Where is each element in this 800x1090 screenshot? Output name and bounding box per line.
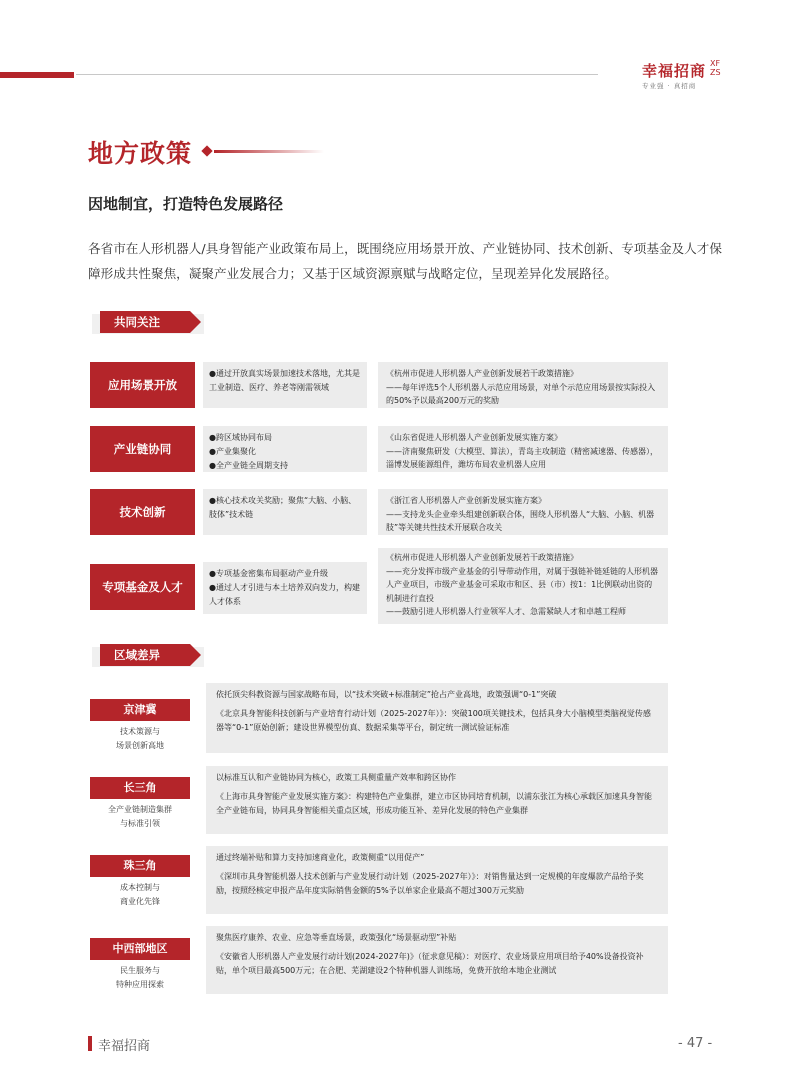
row-right-line: ——每年评选5个人形机器人示范应用场景，对单个示范应用场景按实际投入的50%予以最高200万元的奖励	[386, 382, 656, 405]
page-number: - 47 -	[678, 1036, 713, 1051]
region-tab-yangtze: 长三角	[90, 777, 190, 799]
row-label-scenario: 应用场景开放	[90, 362, 195, 408]
tag-common-focus	[100, 311, 190, 333]
tag-notch	[190, 644, 201, 666]
row-mid-line: ●专项基金密集布局驱动产业升级	[209, 569, 328, 578]
brand-logo: 幸福招商	[642, 62, 707, 80]
row-mid-chain	[203, 426, 367, 472]
row-mid-line: ●产业集聚化	[209, 447, 256, 456]
row-mid-line: ●全产业链全周期支持	[209, 461, 288, 470]
row-right-chain	[378, 426, 668, 472]
tag-region-diff-label: 区域差异	[114, 648, 160, 662]
row-right-line: ——支持龙头企业牵头组建创新联合体，围绕人形机器人“大脑、小脑、机器肢”等关键共性技术开展联合攻关	[386, 509, 655, 532]
row-mid-scenario	[203, 362, 367, 408]
region-box-pearl	[206, 846, 668, 914]
region-sub-yangtze	[90, 803, 190, 831]
title-diamond-icon	[201, 145, 212, 156]
row-label-innovation: 技术创新	[90, 489, 195, 535]
region-sub-central-west	[90, 964, 190, 992]
region-tab-central-west: 中西部地区	[90, 938, 190, 960]
region-line: 《安徽省人形机器人产业发展行动计划(2024-2027年)》（征求意见稿）：对医疗、农业场景应用项目给予40%设备投资补贴，单个项目最高500万元；在合肥、芜湖建设2个特种机器人训练场，免费开放给本地企业测试	[216, 951, 644, 975]
region-line: 以标准互认和产业链协同为核心，政策工具侧重量产效率和跨区协作	[216, 773, 456, 782]
row-right-line: 《杭州市促进人形机器人产业创新发展若干政策措施》	[386, 369, 578, 378]
region-line: 聚焦医疗康养、农业、应急等垂直场景，政策强化“场景驱动型”补贴	[216, 933, 457, 942]
region-line: 《上海市具身智能产业发展实施方案》：构建特色产业集群，建立市区协同培育机制，以浦东张江为核心承载区加速具身智能全产业链布局，协同具身智能相关重点区域，形成功能互补、差异化发展的特色产业集群	[216, 791, 652, 815]
row-label-chain: 产业链协同	[90, 426, 195, 472]
region-sub-line: 特种应用探索	[116, 980, 164, 989]
row-label-fund: 专项基金及人才	[90, 564, 195, 610]
row-mid-line: ●通过人才引进与本土培养双向发力，构建人才体系	[209, 583, 360, 606]
row-mid-line: ●核心技术攻关奖励；聚焦“大脑、小脑、肢体”技术链	[209, 496, 357, 519]
region-sub-line: 与标准引领	[120, 819, 160, 828]
row-mid-fund	[203, 562, 367, 614]
region-line: 《深圳市具身智能机器人技术创新与产业发展行动计划（2025-2027年）》：对销售量达到一定规模的年度爆款产品给予奖励，按照经核定申报产品年度实际销售金额的5%予以单家企业最高不超过300万元奖励	[216, 871, 644, 895]
region-sub-jingjinji	[90, 725, 190, 753]
region-sub-pearl	[90, 881, 190, 909]
row-mid-line: ●跨区域协同布局	[209, 433, 272, 442]
footer-brand: 幸福招商	[98, 1039, 151, 1054]
region-line: 通过终端补贴和算力支持加速商业化，政策侧重“以用促产”	[216, 853, 425, 862]
header-accent-bar	[0, 72, 74, 78]
region-box-central-west	[206, 926, 668, 994]
region-tab-jingjinji: 京津冀	[90, 699, 190, 721]
row-mid-innovation	[203, 489, 367, 535]
row-right-line: ——济南聚焦研发（大模型、算法），青岛主攻制造（精密减速器、传感器），淄博发展能源组件，潍坊布局农业机器人应用	[386, 446, 658, 469]
row-right-scenario	[378, 362, 668, 408]
region-tab-pearl: 珠三角	[90, 855, 190, 877]
row-right-fund	[378, 548, 668, 624]
tag-region-diff	[100, 644, 190, 666]
region-sub-line: 成本控制与	[120, 883, 160, 892]
header-divider	[76, 74, 598, 75]
row-right-line: 《浙江省人形机器人产业创新发展实施方案》	[386, 496, 546, 505]
title-underline	[214, 150, 324, 153]
region-box-jingjinji	[206, 683, 668, 753]
row-right-innovation	[378, 489, 668, 535]
region-line: 依托顶尖科教资源与国家战略布局，以“技术突破+标准制定”抢占产业高地，政策强调“0-1”突破	[216, 690, 557, 699]
row-right-line: ——充分发挥市级产业基金的引导带动作用，对属于强链补链延链的人形机器人产业项目，市级产业基金可采取市和区、县（市）按1：1比例联动出资的机制进行直投	[386, 566, 658, 603]
region-sub-line: 民生服务与	[120, 966, 160, 975]
row-right-line: 《杭州市促进人形机器人产业创新发展若干政策措施》	[386, 553, 578, 562]
region-sub-line: 全产业链制造集群	[108, 805, 172, 814]
region-line: 《北京具身智能科技创新与产业培育行动计划（2025-2027年）》：突破100项关键技术，包括具身大小脑模型类脑视觉传感器等“0-1”原始创新；建设世界模型仿真、数据采集等平台，制定统一测试验证标准	[216, 708, 651, 732]
region-sub-line: 技术策源与	[120, 727, 160, 736]
page-title: 地方政策	[88, 139, 193, 168]
row-right-line: ——鼓励引进人形机器人行业领军人才、急需紧缺人才和卓越工程师	[386, 607, 626, 616]
tag-common-focus-label: 共同关注	[114, 315, 160, 329]
footer-accent-bar	[88, 1036, 92, 1051]
region-box-yangtze	[206, 766, 668, 834]
brand-mark: XF ZS	[710, 59, 721, 77]
row-mid-line: ●通过开放真实场景加速技术落地，尤其是工业制造、医疗、养老等刚需领域	[209, 369, 360, 392]
intro-paragraph: 各省市在人形机器人/具身智能产业政策布局上，既围绕应用场景开放、产业链协同、技术创新、专项基金及人才保障形成共性聚焦，凝聚产业发展合力；又基于区域资源禀赋与战略定位，呈现差异化发展路径。	[88, 241, 722, 281]
region-sub-line: 场景创新高地	[116, 741, 164, 750]
region-sub-line: 商业化先锋	[120, 897, 160, 906]
tag-notch	[190, 311, 201, 333]
row-right-line: 《山东省促进人形机器人产业创新发展实施方案》	[386, 433, 562, 442]
section-heading: 因地制宜，打造特色发展路径	[88, 195, 284, 213]
brand-slogan: 专业强 · 真招商	[642, 82, 697, 90]
